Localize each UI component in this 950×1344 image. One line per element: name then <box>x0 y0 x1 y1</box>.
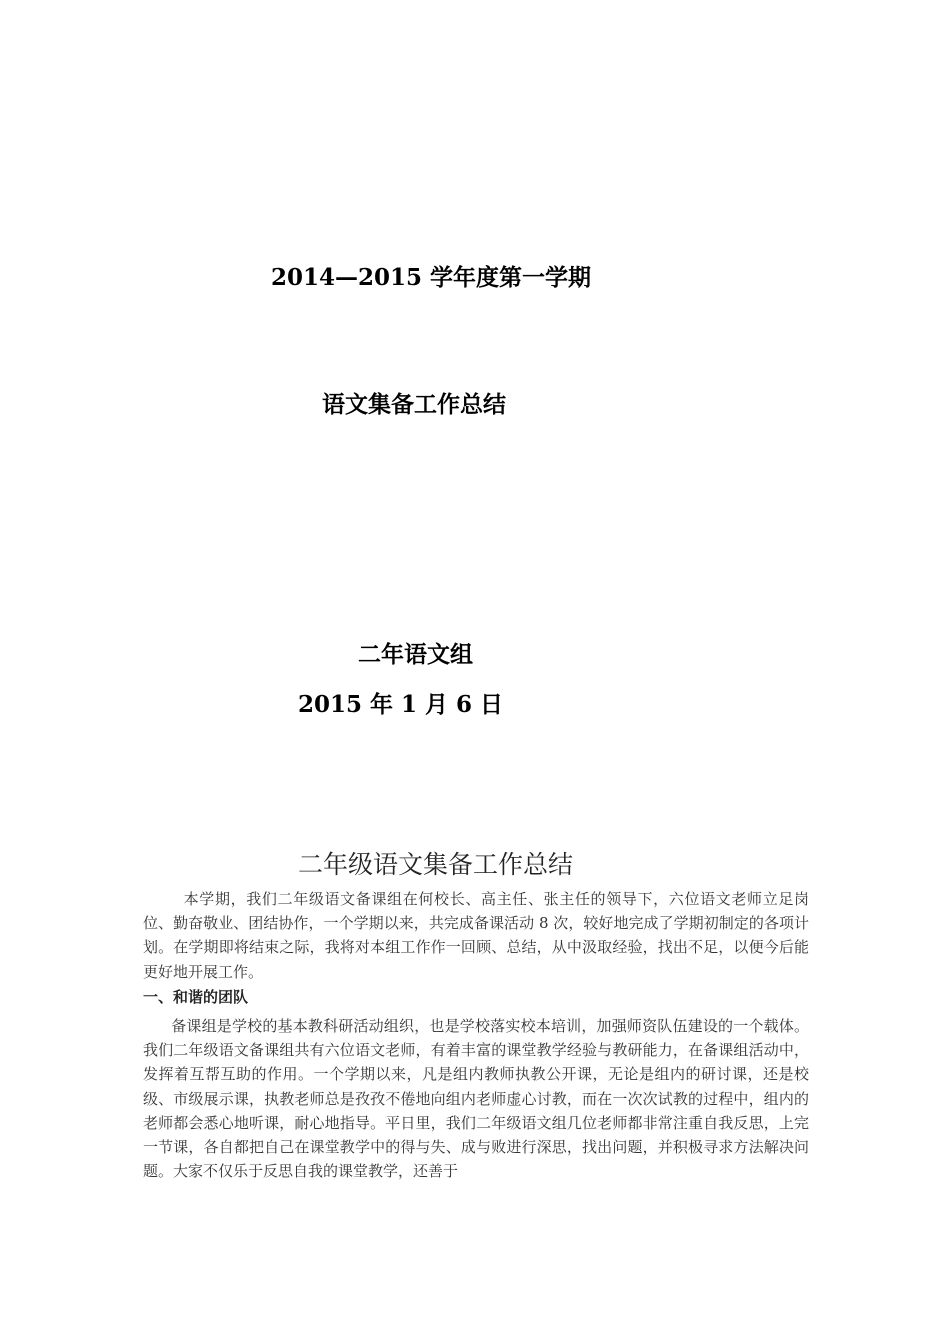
cover-year-title: 2014—2015 学年度第一学期 <box>271 264 592 291</box>
intro-paragraph <box>143 887 809 984</box>
document-heading: 二年级语文集备工作总结 <box>298 850 574 879</box>
cover-date: 2015 年 1 月 6 日 <box>298 691 504 718</box>
section-one-paragraph <box>143 1014 809 1183</box>
section-one-title: 一、和谐的团队 <box>143 988 249 1006</box>
cover-main-title: 语文集备工作总结 <box>322 391 506 418</box>
section-one-text: 备课组是学校的基本教科研活动组织，也是学校落实校本培训，加强师资队伍建设的一个载体。我们二年级语文备课组共有六位语文老师，有着丰富的课堂教学经验与教研能力，在备课组活动中，发挥着互帮互助的作用。一个学期以来，凡是组内教师执教公开课，无论是组内的研讨课，还是校级、市级展示课，执教老师总是孜孜不倦地向组内老师虚心讨教，而在一次次试教的过程中，组内的老师都会悉心地听课，耐心地指导。平日里，我们二年级语文组几位老师都非常注重自我反思，上完一节课，各自都把自己在课堂教学中的得与失、成与败进行深思，找出问题，并积极寻求方法解决问题。大家不仅乐于反思自我的课堂教学，还善于 <box>143 1017 809 1181</box>
cover-group-name: 二年语文组 <box>358 641 473 668</box>
intro-text: 本学期，我们二年级语文备课组在何校长、高主任、张主任的领导下，六位语文老师立足岗位、勤奋敬业、团结协作，一个学期以来，共完成备课活动 8 次，较好地完成了学期初制定的各项计划。在学期即将结束之际，我将对本组工作作一回顾、总结，从中汲取经验，找出不足，以便今后能更好地开展工作。 <box>143 890 809 981</box>
